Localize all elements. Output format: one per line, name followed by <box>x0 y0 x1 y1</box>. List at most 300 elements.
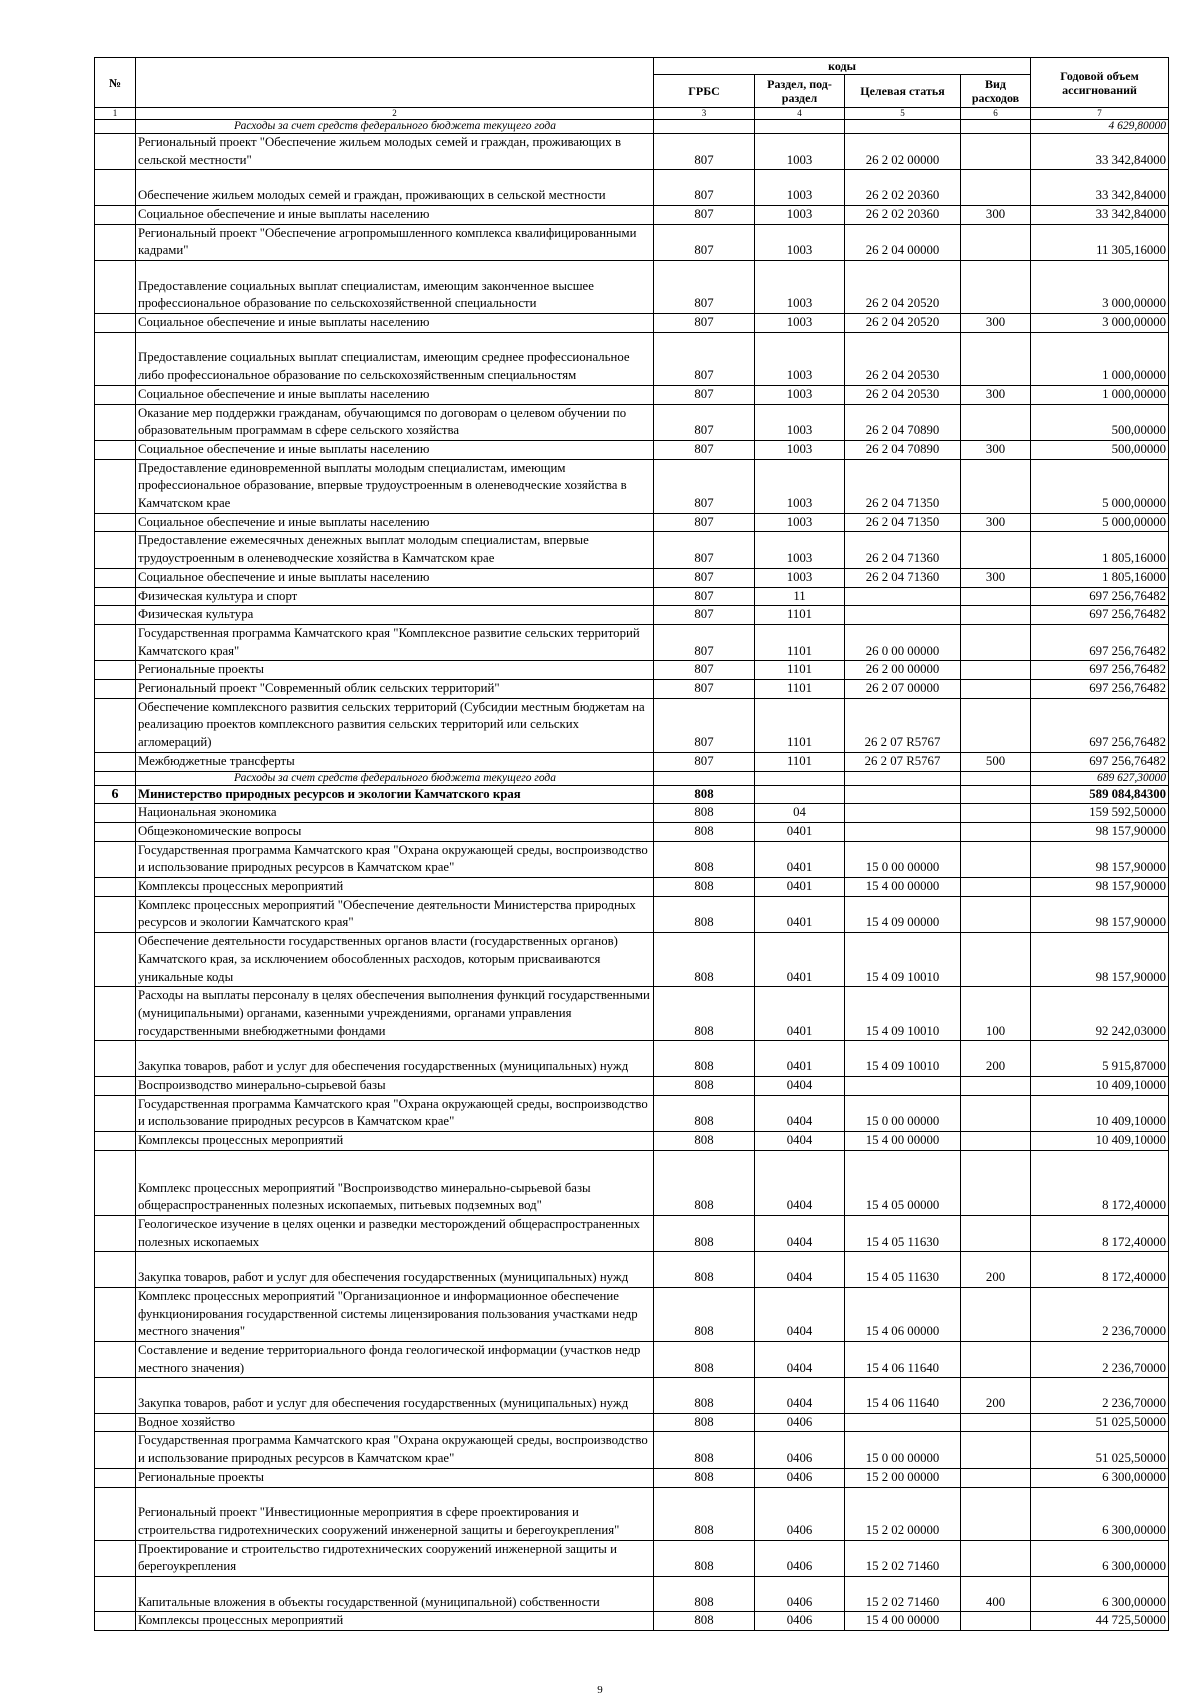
row-kind <box>961 804 1031 823</box>
row-target: 15 2 02 71460 <box>845 1540 961 1576</box>
row-section <box>755 771 845 785</box>
row-amount: 98 157,90000 <box>1031 878 1169 897</box>
table-row <box>95 1095 1169 1131</box>
row-target: 15 4 06 00000 <box>845 1287 961 1341</box>
row-name: Составление и ведение территориального фонда геологической информации (участков недр местного значения) <box>136 1341 654 1377</box>
row-kind: 300 <box>961 568 1031 587</box>
row-name: Социальное обеспечение и иные выплаты населению <box>136 385 654 404</box>
table-row <box>95 1540 1169 1576</box>
table-row <box>95 1378 1169 1413</box>
row-name: Комплекс процессных мероприятий "Обеспечение деятельности Министерства природных ресурсов и экологии Камчатского края" <box>136 896 654 932</box>
row-grbs: 808 <box>654 1041 755 1076</box>
row-section: 0406 <box>755 1468 845 1487</box>
row-grbs: 808 <box>654 1432 755 1468</box>
row-number <box>95 513 136 532</box>
table-row <box>95 532 1169 568</box>
row-grbs: 808 <box>654 1252 755 1287</box>
row-target: 26 2 04 20530 <box>845 385 961 404</box>
table-row <box>95 987 1169 1041</box>
row-section: 1101 <box>755 752 845 771</box>
row-section: 0406 <box>755 1577 845 1612</box>
row-grbs: 807 <box>654 624 755 660</box>
row-section: 0401 <box>755 896 845 932</box>
row-section: 11 <box>755 587 845 606</box>
row-target: 26 2 04 71360 <box>845 532 961 568</box>
row-amount: 697 256,76482 <box>1031 606 1169 625</box>
row-target: 26 0 00 00000 <box>845 624 961 660</box>
row-target: 26 2 02 20360 <box>845 205 961 224</box>
row-amount: 98 157,90000 <box>1031 896 1169 932</box>
row-name: Водное хозяйство <box>136 1413 654 1432</box>
row-number <box>95 1341 136 1377</box>
row-number <box>95 1487 136 1540</box>
table-row <box>95 440 1169 459</box>
row-grbs: 807 <box>654 680 755 699</box>
row-number <box>95 170 136 205</box>
row-grbs: 807 <box>654 532 755 568</box>
row-kind <box>961 1076 1031 1095</box>
row-grbs: 807 <box>654 224 755 260</box>
row-amount: 500,00000 <box>1031 404 1169 440</box>
row-name: Межбюджетные трансферты <box>136 752 654 771</box>
row-name: Закупка товаров, работ и услуг для обеспечения государственных (муниципальных) нужд <box>136 1041 654 1076</box>
row-amount: 98 157,90000 <box>1031 822 1169 841</box>
table-row <box>95 1287 1169 1341</box>
row-section: 0404 <box>755 1150 845 1215</box>
table-row <box>95 260 1169 313</box>
row-grbs: 807 <box>654 606 755 625</box>
row-grbs: 808 <box>654 822 755 841</box>
row-kind: 300 <box>961 440 1031 459</box>
row-section: 1003 <box>755 440 845 459</box>
row-grbs: 808 <box>654 1095 755 1131</box>
row-amount: 689 627,30000 <box>1031 771 1169 785</box>
row-name: Комплексы процессных мероприятий <box>136 1612 654 1631</box>
row-grbs: 808 <box>654 1216 755 1252</box>
row-kind <box>961 332 1031 385</box>
row-kind: 400 <box>961 1577 1031 1612</box>
table-row <box>95 404 1169 440</box>
row-section: 1003 <box>755 385 845 404</box>
row-amount: 10 409,10000 <box>1031 1131 1169 1150</box>
row-amount: 44 725,50000 <box>1031 1612 1169 1631</box>
row-grbs <box>654 120 755 134</box>
row-name: Предоставление социальных выплат специалистам, имеющим законченное высшее профессиональное образование по сельскохозяйственной специальности <box>136 260 654 313</box>
row-amount: 2 236,70000 <box>1031 1378 1169 1413</box>
header-grbs: ГРБС <box>654 75 755 108</box>
row-target: 26 2 04 20530 <box>845 332 961 385</box>
table-row <box>95 1131 1169 1150</box>
row-grbs: 807 <box>654 385 755 404</box>
header-kind: Вид расходов <box>961 75 1031 108</box>
row-grbs: 808 <box>654 785 755 804</box>
row-target: 26 2 04 00000 <box>845 224 961 260</box>
table-row <box>95 1432 1169 1468</box>
row-grbs: 808 <box>654 1287 755 1341</box>
row-kind: 500 <box>961 752 1031 771</box>
row-name: Комплекс процессных мероприятий "Воспроизводство минерально-сырьевой базы общераспространенных полезных ископаемых, питьевых подземных вод" <box>136 1150 654 1215</box>
row-target: 26 2 07 00000 <box>845 680 961 699</box>
row-name: Национальная экономика <box>136 804 654 823</box>
row-number <box>95 624 136 660</box>
row-grbs: 807 <box>654 440 755 459</box>
row-amount: 10 409,10000 <box>1031 1095 1169 1131</box>
row-section: 1003 <box>755 260 845 313</box>
row-grbs: 808 <box>654 1577 755 1612</box>
row-section: 0401 <box>755 1041 845 1076</box>
row-amount: 589 084,84300 <box>1031 785 1169 804</box>
row-target: 15 0 00 00000 <box>845 1432 961 1468</box>
row-target: 26 2 04 71350 <box>845 459 961 513</box>
row-name: Обеспечение комплексного развития сельских территорий (Субсидии местным бюджетам на реализацию проектов комплексного развития сельских территорий или сельских агломераций) <box>136 698 654 752</box>
row-number <box>95 680 136 699</box>
row-amount: 3 000,00000 <box>1031 314 1169 333</box>
row-kind <box>961 587 1031 606</box>
header-target: Целевая статья <box>845 75 961 108</box>
row-number <box>95 440 136 459</box>
row-grbs: 808 <box>654 841 755 877</box>
row-amount: 1 000,00000 <box>1031 385 1169 404</box>
row-target: 15 4 06 11640 <box>845 1378 961 1413</box>
table-row <box>95 1612 1169 1631</box>
row-kind <box>961 1612 1031 1631</box>
row-number <box>95 224 136 260</box>
row-name: Социальное обеспечение и иные выплаты населению <box>136 205 654 224</box>
row-name: Расходы за счет средств федерального бюджета текущего года <box>136 120 654 134</box>
table-row <box>95 841 1169 877</box>
row-number <box>95 1131 136 1150</box>
row-grbs: 808 <box>654 878 755 897</box>
row-amount: 5 000,00000 <box>1031 513 1169 532</box>
row-amount: 10 409,10000 <box>1031 1076 1169 1095</box>
row-number <box>95 1041 136 1076</box>
row-amount: 5 915,87000 <box>1031 1041 1169 1076</box>
row-kind <box>961 606 1031 625</box>
row-amount: 8 172,40000 <box>1031 1150 1169 1215</box>
row-amount: 51 025,50000 <box>1031 1413 1169 1432</box>
row-number <box>95 804 136 823</box>
row-kind <box>961 624 1031 660</box>
row-grbs: 808 <box>654 933 755 987</box>
row-kind <box>961 1540 1031 1576</box>
row-grbs: 808 <box>654 1341 755 1377</box>
row-amount: 6 300,00000 <box>1031 1577 1169 1612</box>
ministry-row <box>95 785 1169 804</box>
row-kind <box>961 785 1031 804</box>
row-target: 15 4 05 11630 <box>845 1216 961 1252</box>
row-kind: 200 <box>961 1041 1031 1076</box>
row-target: 26 2 00 00000 <box>845 661 961 680</box>
row-kind <box>961 404 1031 440</box>
row-name: Государственная программа Камчатского края "Охрана окружающей среды, воспроизводство и использование природных ресурсов в Камчатском крае" <box>136 1095 654 1131</box>
row-kind <box>961 134 1031 170</box>
row-amount: 5 000,00000 <box>1031 459 1169 513</box>
row-name: Комплекс процессных мероприятий "Организационное и информационное обеспечение функционирования государственной системы лицензирования пользования участками недр местного значения" <box>136 1287 654 1341</box>
row-kind <box>961 170 1031 205</box>
row-section: 1003 <box>755 459 845 513</box>
page-number: 9 <box>597 1684 603 1696</box>
row-number <box>95 822 136 841</box>
table-row <box>95 896 1169 932</box>
row-section <box>755 120 845 134</box>
table-row <box>95 606 1169 625</box>
header-amount: Годовой объем ассигнований <box>1031 58 1169 108</box>
row-name: Комплексы процессных мероприятий <box>136 878 654 897</box>
row-number <box>95 1252 136 1287</box>
row-section: 1003 <box>755 134 845 170</box>
row-amount: 6 300,00000 <box>1031 1468 1169 1487</box>
row-number <box>95 134 136 170</box>
row-number <box>95 260 136 313</box>
row-target: 15 4 09 10010 <box>845 987 961 1041</box>
row-number <box>95 1095 136 1131</box>
row-section: 0401 <box>755 841 845 877</box>
table-row <box>95 224 1169 260</box>
row-amount: 2 236,70000 <box>1031 1341 1169 1377</box>
row-number <box>95 606 136 625</box>
row-kind <box>961 459 1031 513</box>
row-section: 0404 <box>755 1287 845 1341</box>
row-kind <box>961 1131 1031 1150</box>
row-grbs: 808 <box>654 1131 755 1150</box>
row-amount: 33 342,84000 <box>1031 205 1169 224</box>
table-row <box>95 513 1169 532</box>
row-amount: 1 805,16000 <box>1031 532 1169 568</box>
row-section: 0404 <box>755 1216 845 1252</box>
row-name: Капитальные вложения в объекты государственной (муниципальной) собственности <box>136 1577 654 1612</box>
row-number <box>95 459 136 513</box>
table-row <box>95 459 1169 513</box>
row-section: 0404 <box>755 1341 845 1377</box>
row-number <box>95 120 136 134</box>
column-index: 6 <box>961 108 1031 120</box>
table-row <box>95 1216 1169 1252</box>
row-grbs: 807 <box>654 205 755 224</box>
row-target <box>845 1413 961 1432</box>
row-name: Предоставление социальных выплат специалистам, имеющим среднее профессиональное либо профессиональное образование по сельскохозяйственным специальностям <box>136 332 654 385</box>
table-row <box>95 1041 1169 1076</box>
row-target: 26 2 04 20520 <box>845 314 961 333</box>
row-grbs: 807 <box>654 459 755 513</box>
federal-funds-row <box>95 771 1169 785</box>
table-row <box>95 1252 1169 1287</box>
row-grbs: 807 <box>654 134 755 170</box>
row-number <box>95 878 136 897</box>
row-amount: 98 157,90000 <box>1031 933 1169 987</box>
row-target: 26 2 04 20520 <box>845 260 961 313</box>
table-row <box>95 1150 1169 1215</box>
row-name: Обеспечение деятельности государственных органов власти (государственных органов) Камчатского края, за исключением обособленных расходов, которым присваиваются уникальные коды <box>136 933 654 987</box>
row-number <box>95 752 136 771</box>
row-target: 15 4 09 00000 <box>845 896 961 932</box>
row-grbs: 808 <box>654 1487 755 1540</box>
row-section: 1003 <box>755 332 845 385</box>
row-kind <box>961 661 1031 680</box>
row-section: 1101 <box>755 680 845 699</box>
row-number <box>95 1413 136 1432</box>
row-name: Физическая культура <box>136 606 654 625</box>
row-number <box>95 385 136 404</box>
row-name: Социальное обеспечение и иные выплаты населению <box>136 513 654 532</box>
row-amount: 697 256,76482 <box>1031 698 1169 752</box>
row-grbs: 808 <box>654 1076 755 1095</box>
row-name: Социальное обеспечение и иные выплаты населению <box>136 314 654 333</box>
row-target: 15 2 02 71460 <box>845 1577 961 1612</box>
row-section <box>755 785 845 804</box>
federal-funds-row <box>95 120 1169 134</box>
row-amount: 8 172,40000 <box>1031 1216 1169 1252</box>
row-section: 0406 <box>755 1540 845 1576</box>
table-row <box>95 1341 1169 1377</box>
row-section: 0401 <box>755 822 845 841</box>
row-kind <box>961 224 1031 260</box>
row-target: 15 2 00 00000 <box>845 1468 961 1487</box>
row-section: 0406 <box>755 1413 845 1432</box>
row-amount: 697 256,76482 <box>1031 752 1169 771</box>
table-row <box>95 624 1169 660</box>
row-number <box>95 1432 136 1468</box>
header-name <box>136 58 654 108</box>
row-amount: 697 256,76482 <box>1031 587 1169 606</box>
row-kind <box>961 771 1031 785</box>
row-name: Воспроизводство минерально-сырьевой базы <box>136 1076 654 1095</box>
row-target <box>845 120 961 134</box>
row-kind <box>961 1468 1031 1487</box>
row-section: 0401 <box>755 933 845 987</box>
row-kind <box>961 1216 1031 1252</box>
row-grbs: 808 <box>654 1413 755 1432</box>
row-number <box>95 332 136 385</box>
table-row <box>95 332 1169 385</box>
row-name: Общеэкономические вопросы <box>136 822 654 841</box>
row-name: Социальное обеспечение и иные выплаты населению <box>136 440 654 459</box>
row-kind: 200 <box>961 1378 1031 1413</box>
row-section: 1003 <box>755 224 845 260</box>
row-section: 0404 <box>755 1378 845 1413</box>
row-grbs: 807 <box>654 260 755 313</box>
row-amount: 11 305,16000 <box>1031 224 1169 260</box>
table-row <box>95 314 1169 333</box>
row-section: 04 <box>755 804 845 823</box>
row-target <box>845 771 961 785</box>
row-section: 1003 <box>755 205 845 224</box>
row-amount: 697 256,76482 <box>1031 661 1169 680</box>
table-row <box>95 205 1169 224</box>
row-amount: 2 236,70000 <box>1031 1287 1169 1341</box>
row-number <box>95 661 136 680</box>
row-name: Расходы за счет средств федерального бюджета текущего года <box>136 771 654 785</box>
row-section: 0401 <box>755 987 845 1041</box>
row-number <box>95 205 136 224</box>
row-name: Комплексы процессных мероприятий <box>136 1131 654 1150</box>
row-grbs: 808 <box>654 1468 755 1487</box>
row-grbs: 807 <box>654 404 755 440</box>
row-name: Государственная программа Камчатского края "Охрана окружающей среды, воспроизводство и использование природных ресурсов в Камчатском крае" <box>136 1432 654 1468</box>
row-amount: 6 300,00000 <box>1031 1487 1169 1540</box>
row-amount: 33 342,84000 <box>1031 170 1169 205</box>
row-kind <box>961 698 1031 752</box>
row-name: Обеспечение жильем молодых семей и граждан, проживающих в сельской местности <box>136 170 654 205</box>
row-kind <box>961 532 1031 568</box>
header-section: Раздел, под-раздел <box>755 75 845 108</box>
row-amount: 8 172,40000 <box>1031 1252 1169 1287</box>
table-body <box>95 120 1169 1631</box>
column-index: 4 <box>755 108 845 120</box>
row-section: 0404 <box>755 1131 845 1150</box>
row-section: 0401 <box>755 878 845 897</box>
row-amount: 3 000,00000 <box>1031 260 1169 313</box>
row-amount: 92 242,03000 <box>1031 987 1169 1041</box>
row-amount: 51 025,50000 <box>1031 1432 1169 1468</box>
row-amount: 33 342,84000 <box>1031 134 1169 170</box>
row-kind <box>961 120 1031 134</box>
row-kind <box>961 841 1031 877</box>
table-row <box>95 680 1169 699</box>
row-kind <box>961 680 1031 699</box>
row-kind <box>961 260 1031 313</box>
row-number <box>95 404 136 440</box>
row-kind <box>961 878 1031 897</box>
row-number <box>95 1216 136 1252</box>
row-kind: 300 <box>961 513 1031 532</box>
row-number <box>95 1468 136 1487</box>
row-section: 1003 <box>755 532 845 568</box>
row-target: 26 2 04 70890 <box>845 404 961 440</box>
row-amount: 4 629,80000 <box>1031 120 1169 134</box>
row-number <box>95 698 136 752</box>
row-target: 15 4 09 10010 <box>845 1041 961 1076</box>
row-grbs: 808 <box>654 1540 755 1576</box>
row-name: Физическая культура и спорт <box>136 587 654 606</box>
table-row <box>95 878 1169 897</box>
row-kind: 300 <box>961 314 1031 333</box>
row-target <box>845 822 961 841</box>
row-target: 15 0 00 00000 <box>845 1095 961 1131</box>
row-number <box>95 1577 136 1612</box>
row-kind <box>961 1150 1031 1215</box>
row-name: Проектирование и строительство гидротехнических сооружений инженерной защиты и берегоукрепления <box>136 1540 654 1576</box>
row-grbs: 807 <box>654 698 755 752</box>
table-row <box>95 1577 1169 1612</box>
row-amount: 500,00000 <box>1031 440 1169 459</box>
row-number <box>95 987 136 1041</box>
row-target: 15 0 00 00000 <box>845 841 961 877</box>
row-target: 26 2 07 R5767 <box>845 752 961 771</box>
row-section: 1101 <box>755 698 845 752</box>
row-target: 15 2 02 00000 <box>845 1487 961 1540</box>
row-target: 15 4 00 00000 <box>845 1612 961 1631</box>
row-section: 0404 <box>755 1252 845 1287</box>
row-number <box>95 771 136 785</box>
row-section: 0404 <box>755 1095 845 1131</box>
row-grbs: 808 <box>654 987 755 1041</box>
row-grbs <box>654 771 755 785</box>
row-kind <box>961 1095 1031 1131</box>
row-number <box>95 1612 136 1631</box>
row-kind <box>961 1487 1031 1540</box>
row-name: Расходы на выплаты персоналу в целях обеспечения выполнения функций государственными (муниципальными) органами, казенными учреждениями, органами управления государственными внебюджетными фондами <box>136 987 654 1041</box>
row-target: 15 4 05 00000 <box>845 1150 961 1215</box>
row-grbs: 807 <box>654 568 755 587</box>
row-name: Региональный проект "Современный облик сельских территорий" <box>136 680 654 699</box>
row-kind <box>961 1413 1031 1432</box>
table-row <box>95 170 1169 205</box>
row-name: Предоставление ежемесячных денежных выплат молодым специалистам, впервые трудоустроенным в оленеводческие хозяйства в Камчатском крае <box>136 532 654 568</box>
column-index: 1 <box>95 108 136 120</box>
row-section: 0406 <box>755 1612 845 1631</box>
row-target: 15 4 09 10010 <box>845 933 961 987</box>
row-number: 6 <box>95 785 136 804</box>
